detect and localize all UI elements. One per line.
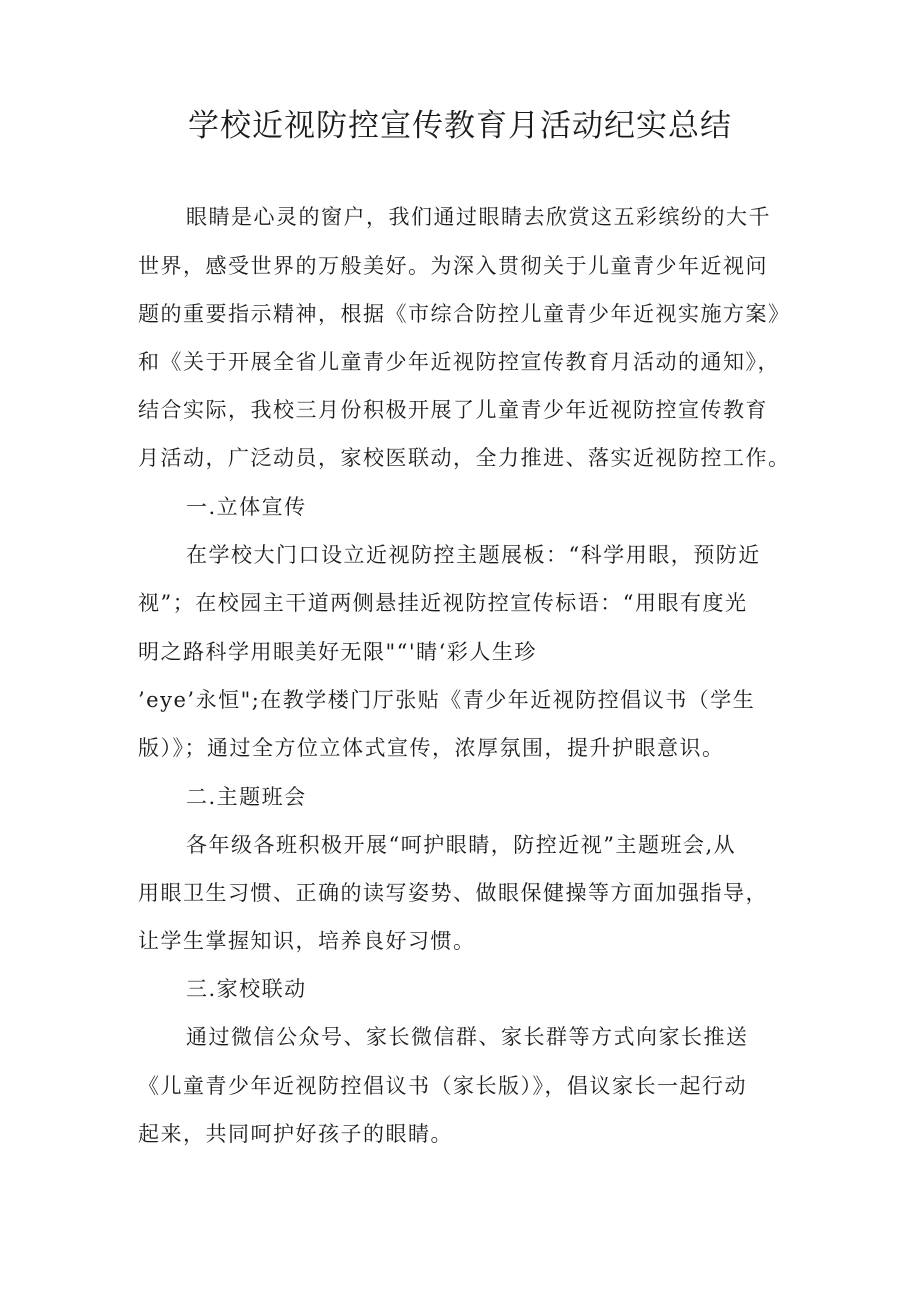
section-1-line-1: 在学校大门口设立近视防控主题展板：“科学用眼，预防近 [186,543,761,567]
section-2-line-3: 让学生掌握知识，培养良好习惯。 [138,929,476,953]
section-1-line-3: 明之路科学用眼美好无限"“'睛‘彩人生珍 [138,640,537,664]
intro-line-2: 世界，感受世界的万般美好。为深入贯彻关于儿童青少年近视问 [138,254,768,278]
section-2-line-1: 各年级各班积极开展“呵护眼睛，防控近视”主题班会,从 [186,833,737,857]
section-3-heading: 三.家校联动 [186,977,307,1001]
intro-line-1: 眼睛是心灵的窗户，我们通过眼睛去欣赏这五彩缤纷的大千 [186,205,771,229]
section-1-line-5: 版）》；通过全方位立体式宣传，浓厚氛围，提升护眼意识。 [138,736,725,760]
section-2-heading: 二.主题班会 [186,785,307,809]
section-3-line-2: 《儿童青少年近视防控倡议书（家长版）》，倡议家长一起行动 [138,1074,747,1098]
section-2-line-2: 用眼卫生习惯、正确的读写姿势、做眼保健操等方面加强指导， [138,881,768,905]
document-title: 学校近视防控宣传教育月活动纪实总结 [188,108,732,144]
intro-line-4: 和《关于开展全省儿童青少年近视防控宣传教育月活动的通知》， [138,350,780,374]
intro-line-3: 题的重要指示精神，根据《市综合防控儿童青少年近视实施方案》 [138,302,791,326]
intro-line-5: 结合实际，我校三月份积极开展了儿童青少年近视防控宣传教育 [138,398,768,422]
intro-line-6: 月活动，广泛动员，家校医联动，全力推进、落实近视防控工作。 [138,446,791,470]
section-1-heading: 一.立体宣传 [186,495,307,519]
section-1-line-4: ’eye’永恒";在教学楼门厅张贴《青少年近视防控倡议书（学生 [138,688,756,712]
section-3-line-3: 起来，共同呵护好孩子的眼睛。 [138,1122,453,1146]
section-3-line-1: 通过微信公众号、家长微信群、家长群等方式向家长推送 [186,1025,749,1049]
section-1-line-2: 视”；在校园主干道两侧悬挂近视防控宣传标语：“用眼有度光 [138,591,748,615]
